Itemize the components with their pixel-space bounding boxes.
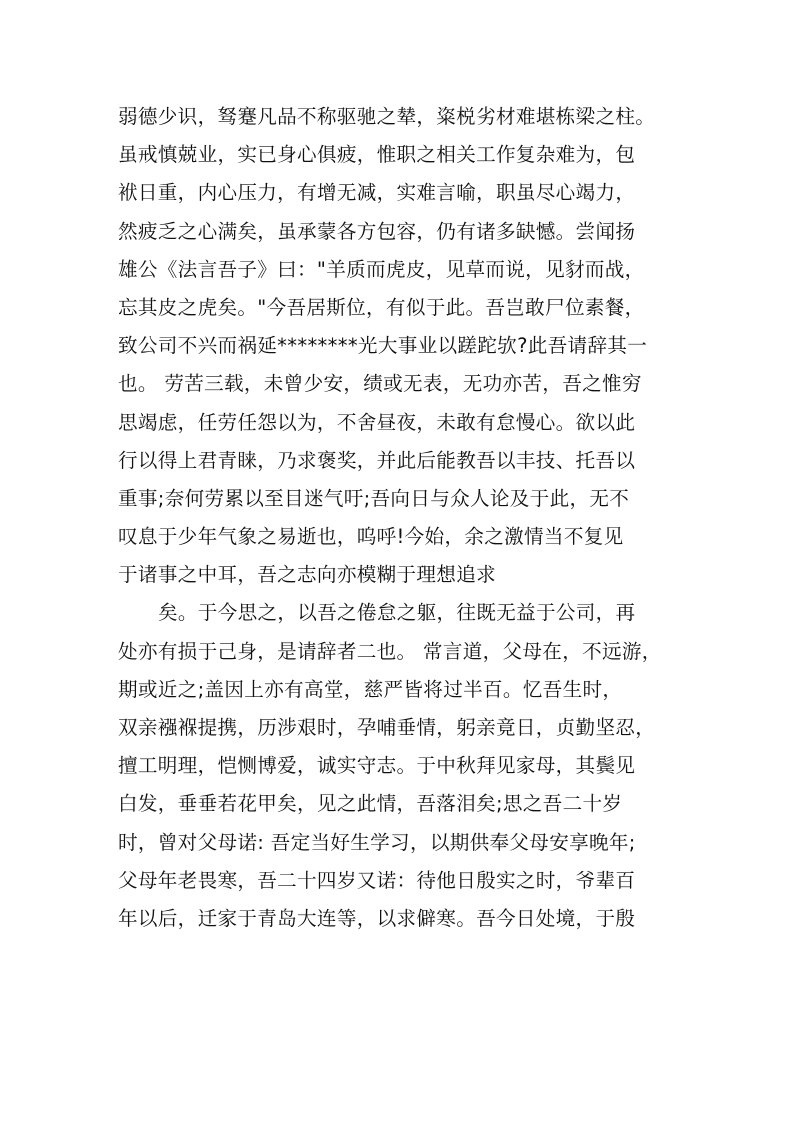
text-line: 雄公《法言吾子》曰："羊质而虎皮，见草而说，见豺而战，: [118, 257, 645, 281]
text-line: 于诸事之中耳，吾之志向亦模糊于理想追求: [118, 563, 496, 587]
text-line: 年以后，迁家于青岛大连等，以求僻寒。吾今日处境，于殷: [118, 906, 636, 930]
text-line: 思竭虑，任劳任怨以为，不舍昼夜，未敢有怠慢心。欲以此: [118, 410, 636, 434]
text-line: 时，曾对父母诺: 吾定当好生学习，以期供奉父母安享晚年;: [118, 830, 636, 854]
text-line: 袱日重，内心压力，有增无减，实难言喻，职虽尽心竭力，: [118, 181, 636, 205]
text-line: 叹息于少年气象之易逝也，呜呼!今始，余之激情当不复见: [118, 525, 624, 549]
text-line: 忘其皮之虎矣。"今吾居斯位，有似于此。吾岂敢尸位素餐，: [118, 295, 645, 319]
text-line: 期或近之;盖因上亦有高堂，慈严皆将过半百。忆吾生时，: [118, 677, 623, 701]
text-line: 行以得上君青睐，乃求褒奖，并此后能教吾以丰技、托吾以: [118, 448, 636, 472]
text-line: 双亲襁褓提携，历涉艰时，孕哺垂情，躬亲竟日，贞勤坚忍，: [118, 716, 656, 739]
text-line: 擅工明理，恺恻博爱，诚实守志。于中秋拜见家母，其鬓见: [118, 754, 636, 778]
text-line: 重事;奈何劳累以至目迷气吁;吾向日与众人论及于此，无不: [118, 486, 630, 510]
text-line: 然疲乏之心满矣，虽承蒙各方包容，仍有诸多缺憾。尝闻扬: [118, 219, 636, 243]
text-line: 父母年老畏寒，吾二十四岁又诺：待他日殷实之时，爷辈百: [118, 868, 636, 892]
text-line: 白发，垂垂若花甲矣，见之此情，吾落泪矣;思之吾二十岁: [118, 792, 623, 816]
text-line: 弱德少识，驽蹇凡品不称驱驰之辇，粢棁劣材难堪栋梁之柱。: [118, 105, 656, 128]
text-line: 致公司不兴而祸延********光大事业以蹉跎欤?此吾请辞其一: [118, 334, 648, 358]
text-line: 虽戒慎兢业，实已身心俱疲，惟职之相关工作复杂难为，包: [118, 143, 636, 167]
text-line: 矣。于今思之，以吾之倦怠之躯，往既无益于公司，再: [158, 601, 636, 625]
text-line: 处亦有损于己身，是请辞者二也。 常言道，父母在，不远游，: [118, 639, 662, 663]
text-line: 也。 劳苦三载，未曾少安，绩或无表，无功亦苦，吾之惟穷: [118, 372, 642, 396]
document-body: [118, 98, 688, 938]
